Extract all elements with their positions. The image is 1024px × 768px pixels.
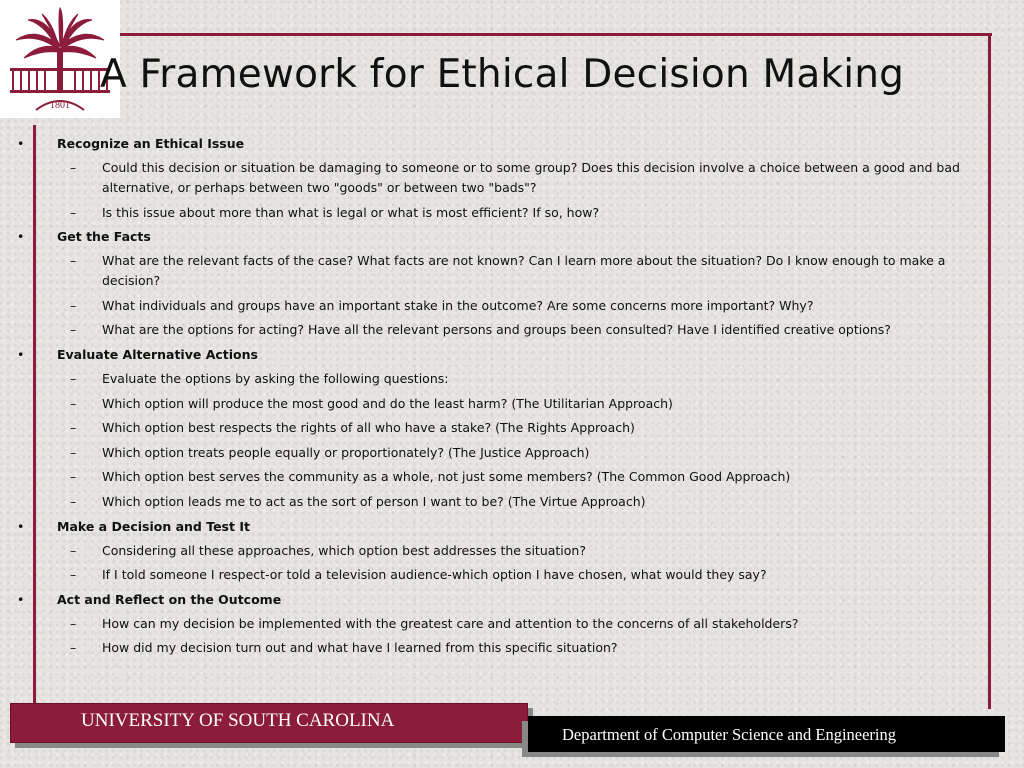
- list-item: – Which option treats people equally or proportionately? (The Justice Approach): [70, 444, 590, 460]
- list-item: – Which option will produce the most good and do the least harm? (The Utilitarian Approach): [70, 395, 673, 411]
- bullet-icon: •: [17, 229, 25, 245]
- outline-list: [0, 134, 1000, 663]
- bullet-icon: •: [17, 346, 25, 362]
- section-heading: • Act and Reflect on the Outcome: [0, 590, 1000, 610]
- svg-text:1801: 1801: [50, 100, 70, 111]
- section-heading: • Make a Decision and Test It: [0, 517, 1000, 537]
- list-item: – Evaluate the options by asking the following questions:: [70, 370, 449, 386]
- list-item: – Is this issue about more than what is legal or what is most efficient? If so, how?: [70, 204, 600, 220]
- slide-frame-top: [110, 33, 992, 36]
- department-name: Department of Computer Science and Engineering: [562, 725, 897, 744]
- list-item: – Which option best serves the community as a whole, not just some members? (The Common Good Approach): [70, 469, 791, 485]
- list-item: – Which option best respects the rights of all who have a stake? (The Rights Approach): [70, 420, 635, 436]
- bullet-icon: •: [17, 591, 25, 607]
- list-item: – Which option leads me to act as the sort of person I want to be? (The Virtue Approach): [70, 493, 646, 509]
- list-item: – What are the relevant facts of the case? What facts are not known? Can I learn more about the situation? Do I know enough to make a decision?: [70, 253, 946, 289]
- bullet-icon: •: [17, 136, 25, 151]
- list-item: – Considering all these approaches, which option best addresses the situation?: [70, 542, 586, 558]
- department-banner: [528, 716, 1005, 752]
- bullet-icon: •: [17, 518, 25, 534]
- list-item: – How can my decision be implemented with the greatest care and attention to the concerns of all stakeholders?: [70, 615, 799, 631]
- section-heading: • Recognize an Ethical Issue: [0, 134, 1000, 154]
- list-item: – How did my decision turn out and what have I learned from this specific situation?: [70, 640, 618, 656]
- section-heading: • Evaluate Alternative Actions: [0, 345, 1000, 365]
- university-banner: [10, 703, 528, 743]
- list-item: – What individuals and groups have an important stake in the outcome? Are some concerns more important? Why?: [70, 297, 814, 313]
- palmetto-seal-icon: [6, 6, 114, 114]
- list-item: – If I told someone I respect-or told a television audience-which option I have chosen, what would they say?: [70, 567, 767, 583]
- section-heading: • Get the Facts: [0, 227, 1000, 247]
- list-item: – Could this decision or situation be damaging to someone or to some group? Does this decision involve a choice between a good and bad alternative, or perhaps between two "goods" or between two "bads"?: [70, 160, 960, 195]
- slide-title: A Framework for Ethical Decision Making: [100, 52, 905, 97]
- university-name: UNIVERSITY OF SOUTH CAROLINA: [81, 710, 395, 731]
- list-item: – What are the options for acting? Have all the relevant persons and groups been consulted? Have I identified creative options?: [70, 322, 891, 338]
